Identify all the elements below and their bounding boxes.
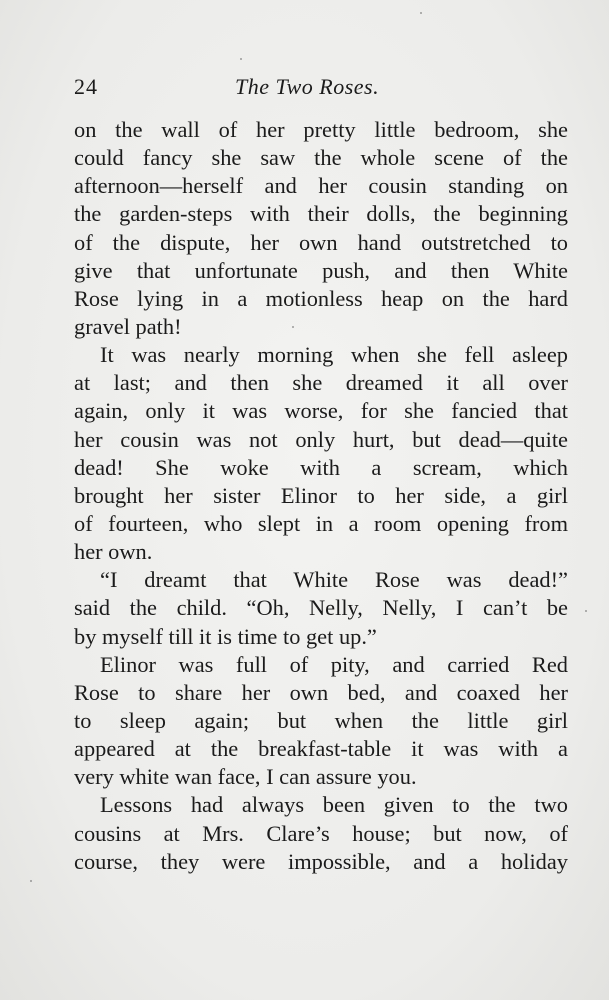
text-line: It was nearly morning when she fell asleep	[100, 342, 568, 368]
print-speck	[420, 12, 422, 14]
text-line: could fancy she saw the whole scene of the	[74, 145, 568, 171]
text-line: brought her sister Elinor to her side, a girl	[74, 482, 568, 508]
body-text	[74, 116, 568, 876]
text-line: appeared at the breakfast-table it was with a	[74, 736, 568, 762]
text-line: said the child. “Oh, Nelly, Nelly, I can’t be	[74, 595, 568, 621]
text-line: dead! She woke with a scream, which	[74, 454, 568, 480]
text-line: of fourteen, who slept in a room opening from	[74, 510, 568, 536]
text-line: very white wan face, I can assure you.	[74, 764, 417, 790]
text-line: afternoon—herself and her cousin standing on	[74, 173, 568, 199]
text-line: on the wall of her pretty little bedroom, she	[74, 117, 568, 142]
text-line: her cousin was not only hurt, but dead—quite	[74, 426, 568, 452]
text-line: Rose to share her own bed, and coaxed her	[74, 679, 568, 705]
running-title: The Two Roses.	[235, 74, 380, 99]
text-line: her own.	[74, 539, 153, 565]
text-line: Lessons had always been given to the two	[100, 792, 568, 818]
text-line: the garden-steps with their dolls, the beginning	[74, 201, 568, 227]
text-line: give that unfortunate push, and then White	[74, 257, 568, 283]
text-line: to sleep again; but when the little girl	[74, 707, 568, 733]
text-line: Rose lying in a motionless heap on the hard	[74, 285, 568, 311]
page-number: 24	[74, 74, 98, 99]
print-speck	[585, 610, 587, 612]
text-line: Elinor was full of pity, and carried Red	[100, 651, 568, 677]
print-speck	[240, 58, 242, 60]
text-line: gravel path!	[74, 313, 182, 339]
text-line: cousins at Mrs. Clare’s house; but now, of	[74, 820, 568, 846]
text-line: at last; and then she dreamed it all over	[74, 370, 568, 396]
text-line: by myself till it is time to get up.”	[74, 623, 377, 649]
text-line: of the dispute, her own hand outstretched to	[74, 229, 568, 255]
text-line: course, they were impossible, and a holiday	[74, 848, 568, 874]
page-header	[74, 72, 569, 106]
text-line: again, only it was worse, for she fancied that	[74, 398, 568, 424]
text-line: “I dreamt that White Rose was dead!”	[100, 567, 568, 593]
print-speck	[30, 880, 32, 882]
